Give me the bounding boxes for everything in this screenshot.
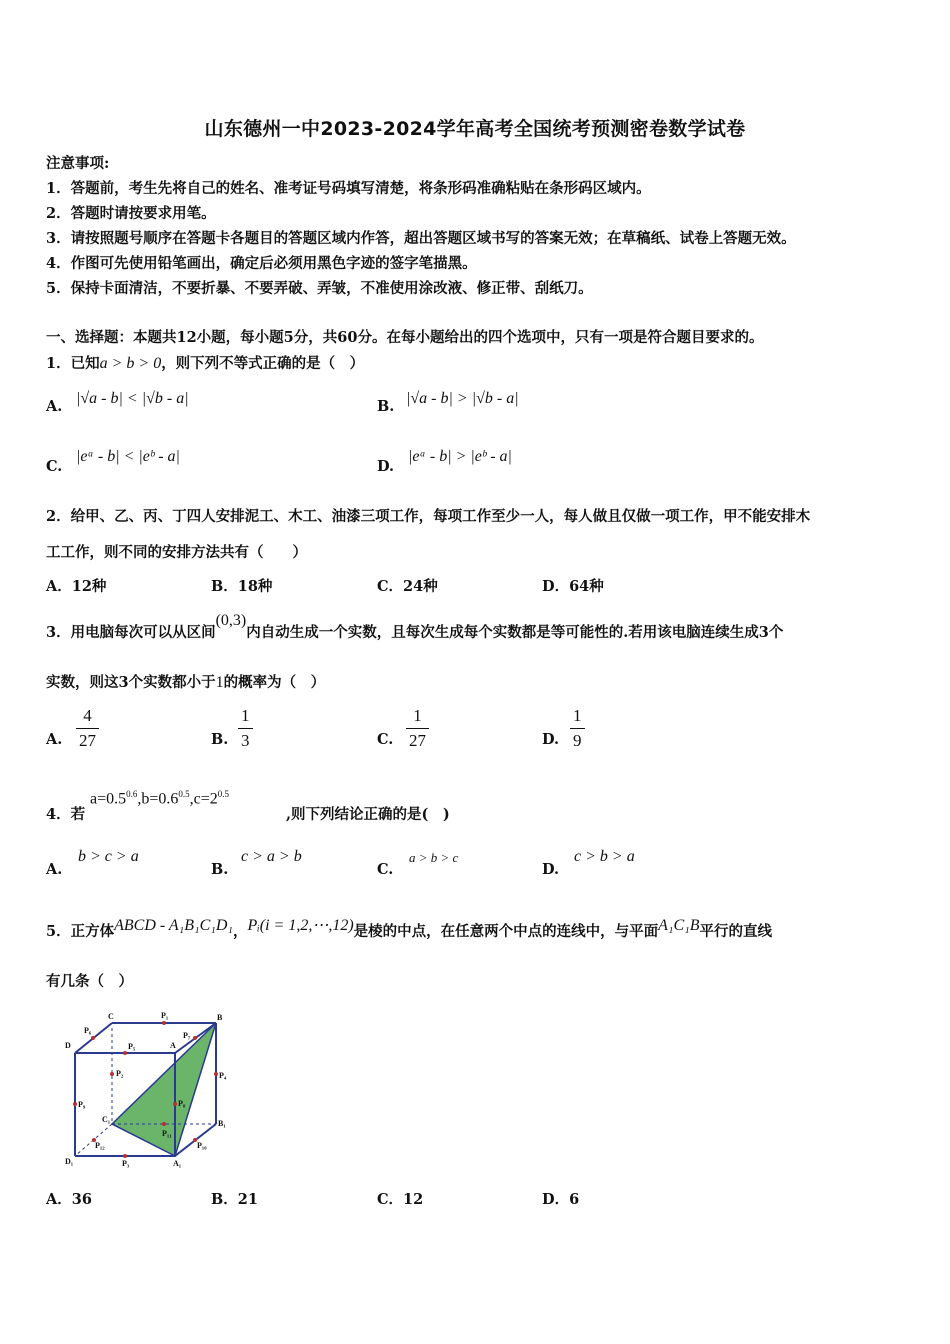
point-p1 [162,1021,166,1025]
label-d1: D₁ [65,1157,74,1166]
q4-option-b-label: B. [211,861,229,878]
q4-option-c-expr: a > b > c [409,850,459,865]
label-d: D [65,1041,71,1050]
point-p5 [123,1051,127,1055]
question-1-stem: 1．已知a > b > 0，则下列不等式正确的是（ ） [46,355,365,372]
label-b1: B₁ [218,1119,226,1128]
q5-option-b: B．21 [211,1191,258,1208]
q3-option-a-label: A. [46,731,63,748]
question-2-line-2: 工工作，则不同的安排方法共有（ ） [46,544,307,561]
q1-option-d-expr: |eᵃ - b| > |eᵇ - a| [408,448,512,465]
q5-option-d: D．6 [542,1191,580,1208]
q3-option-c-label: C. [377,731,394,748]
label-p6: P₆ [84,1026,92,1035]
q5-cube: ABCD - A₁B₁C₁D₁ [114,917,233,934]
notice-item-3: 3．请按照题号顺序在答题卡各题目的答题区域内作答，超出答题区域书写的答案无效；在草稿纸、试卷上答题无效。 [46,230,796,247]
q1-option-a-label: A. [46,398,63,415]
q1-option-b-label: B. [377,398,395,415]
cube-figure [60,1008,240,1173]
label-p1: P₁ [161,1011,169,1020]
label-p3: P₃ [122,1159,130,1168]
q5-points: Pᵢ(i = 1,2,⋯,12) [247,917,354,934]
q4-option-d-expr: c > b > a [574,848,635,865]
question-4-stem-end: ,则下列结论正确的是( ) [286,806,450,823]
point-p2 [110,1072,114,1076]
question-4-stem: 4．若 [46,806,86,823]
question-2-line-1: 2．给甲、乙、丙、丁四人安排泥工、木工、油漆三项工作，每项工作至少一人，每人做且仅做一项工作，甲不能安排木 [46,508,811,525]
q3-option-a-fraction: $\frac{4}{27}$ [76,704,99,753]
q4-option-c-label: C. [377,861,394,878]
point-p4 [214,1072,218,1076]
point-p9 [73,1102,77,1106]
q5-plane: A₁C₁B [658,917,700,934]
label-a1: A₁ [173,1159,182,1168]
q3-option-d-label: D. [542,731,560,748]
label-p10: P₁₀ [197,1141,207,1150]
q1-option-a-expr: |√a - b| < |√b - a| [76,390,189,407]
section-heading: 一、选择题：本题共12小题，每小题5分，共60分。在每小题给出的四个选项中，只有一项是符合题目要求的。 [46,329,764,346]
q1-condition: a > b > 0 [99,355,162,372]
label-p8: P₈ [178,1099,186,1108]
notice-item-4: 4．作图可先使用铅笔画出，确定后必须用黑色字迹的签字笔描黑。 [46,255,477,272]
point-p8 [173,1102,177,1106]
q1-option-b-expr: |√a - b| > |√b - a| [406,390,519,407]
label-b: B [217,1013,223,1022]
notice-item-5: 5．保持卡面清洁，不要折暴、不要弄破、弄皱，不准使用涂改液、修正带、刮纸刀。 [46,280,593,297]
label-c: C [108,1012,114,1021]
question-3-line-1: 3．用电脑每次可以从区间(0,3)内自动生成一个实数，且每次生成每个实数都是等可能性的.若用该电脑连续生成3个 [46,612,784,641]
q3-option-b-fraction: $\frac{1}{3}$ [238,704,253,753]
question-5-line-2: 有几条（ ） [46,973,133,990]
question-5-stem: 5．正方体ABCD - A₁B₁C₁D₁，Pᵢ(i = 1,2,⋯,12)是棱的中点，在任意两个中点的连线中，与平面A₁C₁B平行的直线 [46,917,772,940]
page-title: 山东德州一中2023-2024学年高考全国统考预测密卷数学试卷 [204,118,746,140]
point-p6 [91,1036,95,1040]
q4-option-a-label: A. [46,861,63,878]
q1-option-d-label: D. [377,458,395,475]
point-p7 [193,1036,197,1040]
label-p12: P₁₂ [95,1141,105,1150]
label-c1: C₁ [102,1115,111,1124]
label-p11: P₁₁ [162,1129,172,1138]
notice-heading: 注意事项: [46,155,110,172]
q1-option-c-label: C. [46,458,63,475]
label-p9: P₉ [78,1100,86,1109]
q2-option-a: A．12种 [46,578,107,595]
question-3-line-2: 实数，则这3个实数都小于1的概率为（ ） [46,674,326,691]
q2-option-d: D．64种 [542,578,604,595]
q5-option-a: A．36 [46,1191,92,1208]
q4-definitions: $a=0.5^{0.6},b=0.6^{0.5},c=2^{0.5}$ [90,789,230,808]
label-a: A [170,1041,176,1050]
notice-item-1: 1．答题前，考生先将自己的姓名、准考证号码填写清楚，将条形码准确粘贴在条形码区域内。 [46,180,651,197]
q3-option-c-fraction: $\frac{1}{27}$ [406,704,429,753]
point-p3 [123,1154,127,1158]
label-p4: P₄ [219,1071,227,1080]
label-p5: P₅ [128,1042,136,1051]
label-p7: P₇ [183,1031,191,1040]
q4-option-d-label: D. [542,861,560,878]
point-p11 [162,1122,166,1126]
q3-option-b-label: B. [211,731,229,748]
q4-option-b-expr: c > a > b [241,848,302,865]
q3-option-d-fraction: $\frac{1}{9}$ [570,704,585,753]
q1-option-c-expr: |eᵃ - b| < |eᵇ - a| [76,448,180,465]
notice-item-2: 2．答题时请按要求用笔。 [46,205,216,222]
q2-option-c: C．24种 [377,578,438,595]
q5-option-c: C．12 [377,1191,424,1208]
q3-interval: (0,3) [215,612,247,629]
label-p2: P₂ [116,1069,124,1078]
q4-option-a-expr: b > c > a [78,848,139,865]
q2-option-b: B．18种 [211,578,273,595]
